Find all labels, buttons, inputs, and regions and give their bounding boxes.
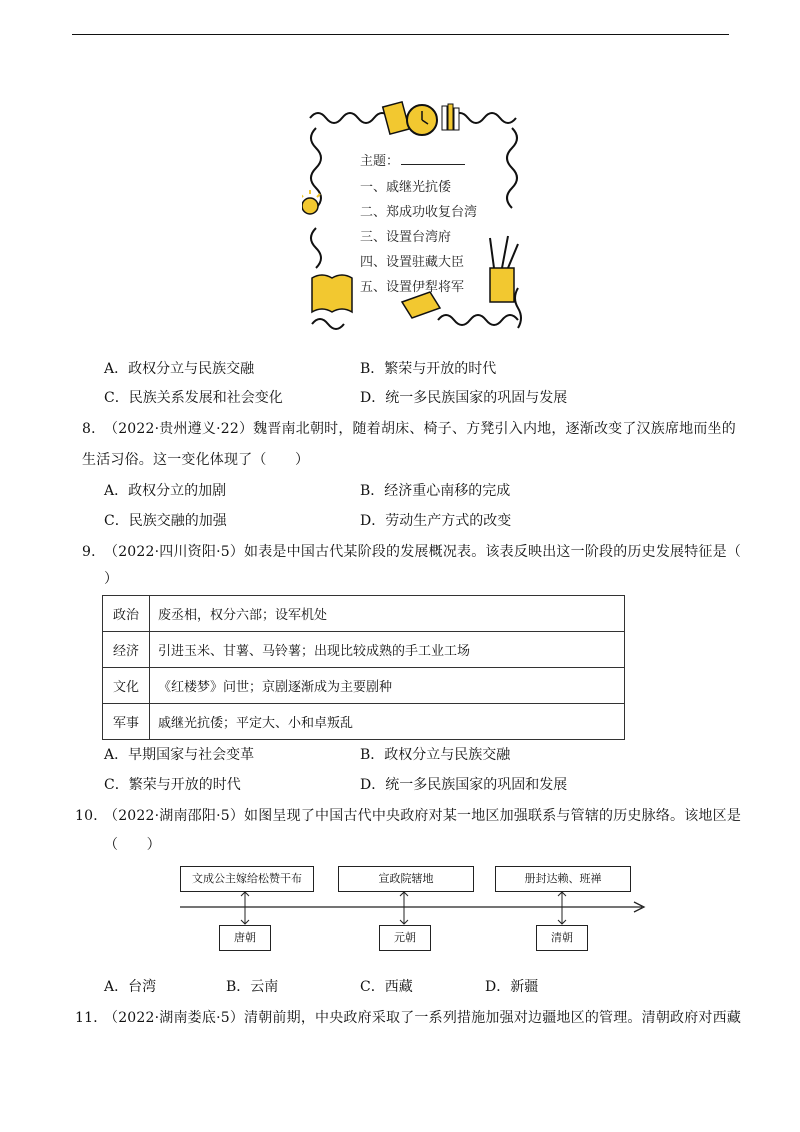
q9-option-a[interactable]: A．早期国家与社会变革	[104, 747, 255, 763]
card-title-blank	[401, 164, 465, 165]
q7-option-a[interactable]: A．政权分立与民族交融	[104, 361, 255, 377]
q10-stem-line1: （2022·湖南邵阳·5）如图呈现了中国古代中央政府对某一地区加强联系与管辖的历史脉络。该地区是	[104, 808, 742, 824]
q9-number: 9．	[82, 544, 106, 560]
timeline-dynasty-qing: 清朝	[536, 925, 588, 951]
q8-stem-line2: 生活习俗。这一变化体现了（ ）	[82, 452, 310, 468]
table-cell: 引进玉米、甘薯、马铃薯；出现比较成熟的手工业工场	[150, 632, 625, 668]
q11-number: 11．	[75, 1010, 108, 1026]
closed-book-icon	[402, 292, 440, 318]
q9-development-table	[102, 595, 625, 740]
header-rule	[72, 34, 729, 35]
table-cell: 戚继光抗倭；平定大、小和卓叛乱	[150, 704, 625, 740]
q8-option-a[interactable]: A．政权分立的加剧	[104, 483, 227, 499]
table-head-cell: 政治	[103, 596, 150, 632]
q10-option-d[interactable]: D．新疆	[485, 979, 539, 995]
table-row	[103, 596, 625, 632]
lightbulb-icon	[302, 190, 320, 214]
q10-number: 10．	[75, 808, 108, 824]
q8-number: 8．	[82, 421, 106, 437]
q9-option-c[interactable]: C．繁荣与开放的时代	[104, 777, 241, 793]
q7-option-d[interactable]: D．统一多民族国家的巩固与发展	[360, 390, 568, 406]
table-cell: 《红楼梦》问世；京剧逐渐成为主要剧种	[150, 668, 625, 704]
card-item: 五、设置伊犁将军	[360, 280, 465, 295]
table-row	[103, 704, 625, 740]
card-item: 三、设置台湾府	[360, 230, 452, 245]
table-head-cell: 经济	[103, 632, 150, 668]
timeline-event-tang: 文成公主嫁给松赞干布	[180, 866, 314, 892]
theme-card	[302, 98, 528, 334]
timeline-event-qing: 册封达赖、班禅	[495, 866, 631, 892]
timeline-dynasty-tang: 唐朝	[219, 925, 271, 951]
q8-option-b[interactable]: B．经济重心南移的完成	[360, 483, 511, 499]
open-book-icon	[312, 275, 352, 312]
q9-option-b[interactable]: B．政权分立与民族交融	[360, 747, 511, 763]
table-row	[103, 668, 625, 704]
timeline-dynasty-yuan: 元朝	[379, 925, 431, 951]
card-item: 四、设置驻藏大臣	[360, 255, 465, 270]
q8-option-c[interactable]: C．民族交融的加强	[104, 513, 227, 529]
q9-option-d[interactable]: D．统一多民族国家的巩固和发展	[360, 777, 568, 793]
table-row	[103, 632, 625, 668]
books-icon	[442, 104, 459, 130]
q9-stem-line2: ）	[104, 571, 119, 587]
q8-option-d[interactable]: D．劳动生产方式的改变	[360, 513, 512, 529]
q10-option-c[interactable]: C．西藏	[360, 979, 413, 995]
timeline-event-yuan: 宣政院辖地	[338, 866, 474, 892]
pencil-cup-icon	[490, 236, 518, 302]
table-head-cell: 军事	[103, 704, 150, 740]
card-item: 一、戚继光抗倭	[360, 180, 452, 195]
table-head-cell: 文化	[103, 668, 150, 704]
q10-option-a[interactable]: A．台湾	[104, 979, 157, 995]
q7-option-b[interactable]: B．繁荣与开放的时代	[360, 361, 497, 377]
clipboard-icon	[383, 102, 410, 134]
clock-icon	[407, 105, 437, 135]
q9-stem-line1: （2022·四川资阳·5）如表是中国古代某阶段的发展概况表。该表反映出这一阶段的历史发展特征是（	[104, 544, 742, 560]
q10-stem-line2: （ ）	[104, 837, 161, 853]
q11-stem-line1: （2022·湖南娄底·5）清朝前期，中央政府采取了一系列措施加强对边疆地区的管理。清朝政府对西藏	[104, 1010, 742, 1026]
q7-option-c[interactable]: C．民族关系发展和社会变化	[104, 390, 283, 406]
table-cell: 废丞相，权分六部；设军机处	[150, 596, 625, 632]
card-item: 二、郑成功收复台湾	[360, 205, 478, 220]
q10-option-b[interactable]: B．云南	[226, 979, 279, 995]
card-title: 主题：	[360, 154, 400, 169]
q8-stem-line1: （2022·贵州遵义·22）魏晋南北朝时，随着胡床、椅子、方凳引入内地，逐渐改变了汉族席地而坐的	[104, 421, 736, 437]
